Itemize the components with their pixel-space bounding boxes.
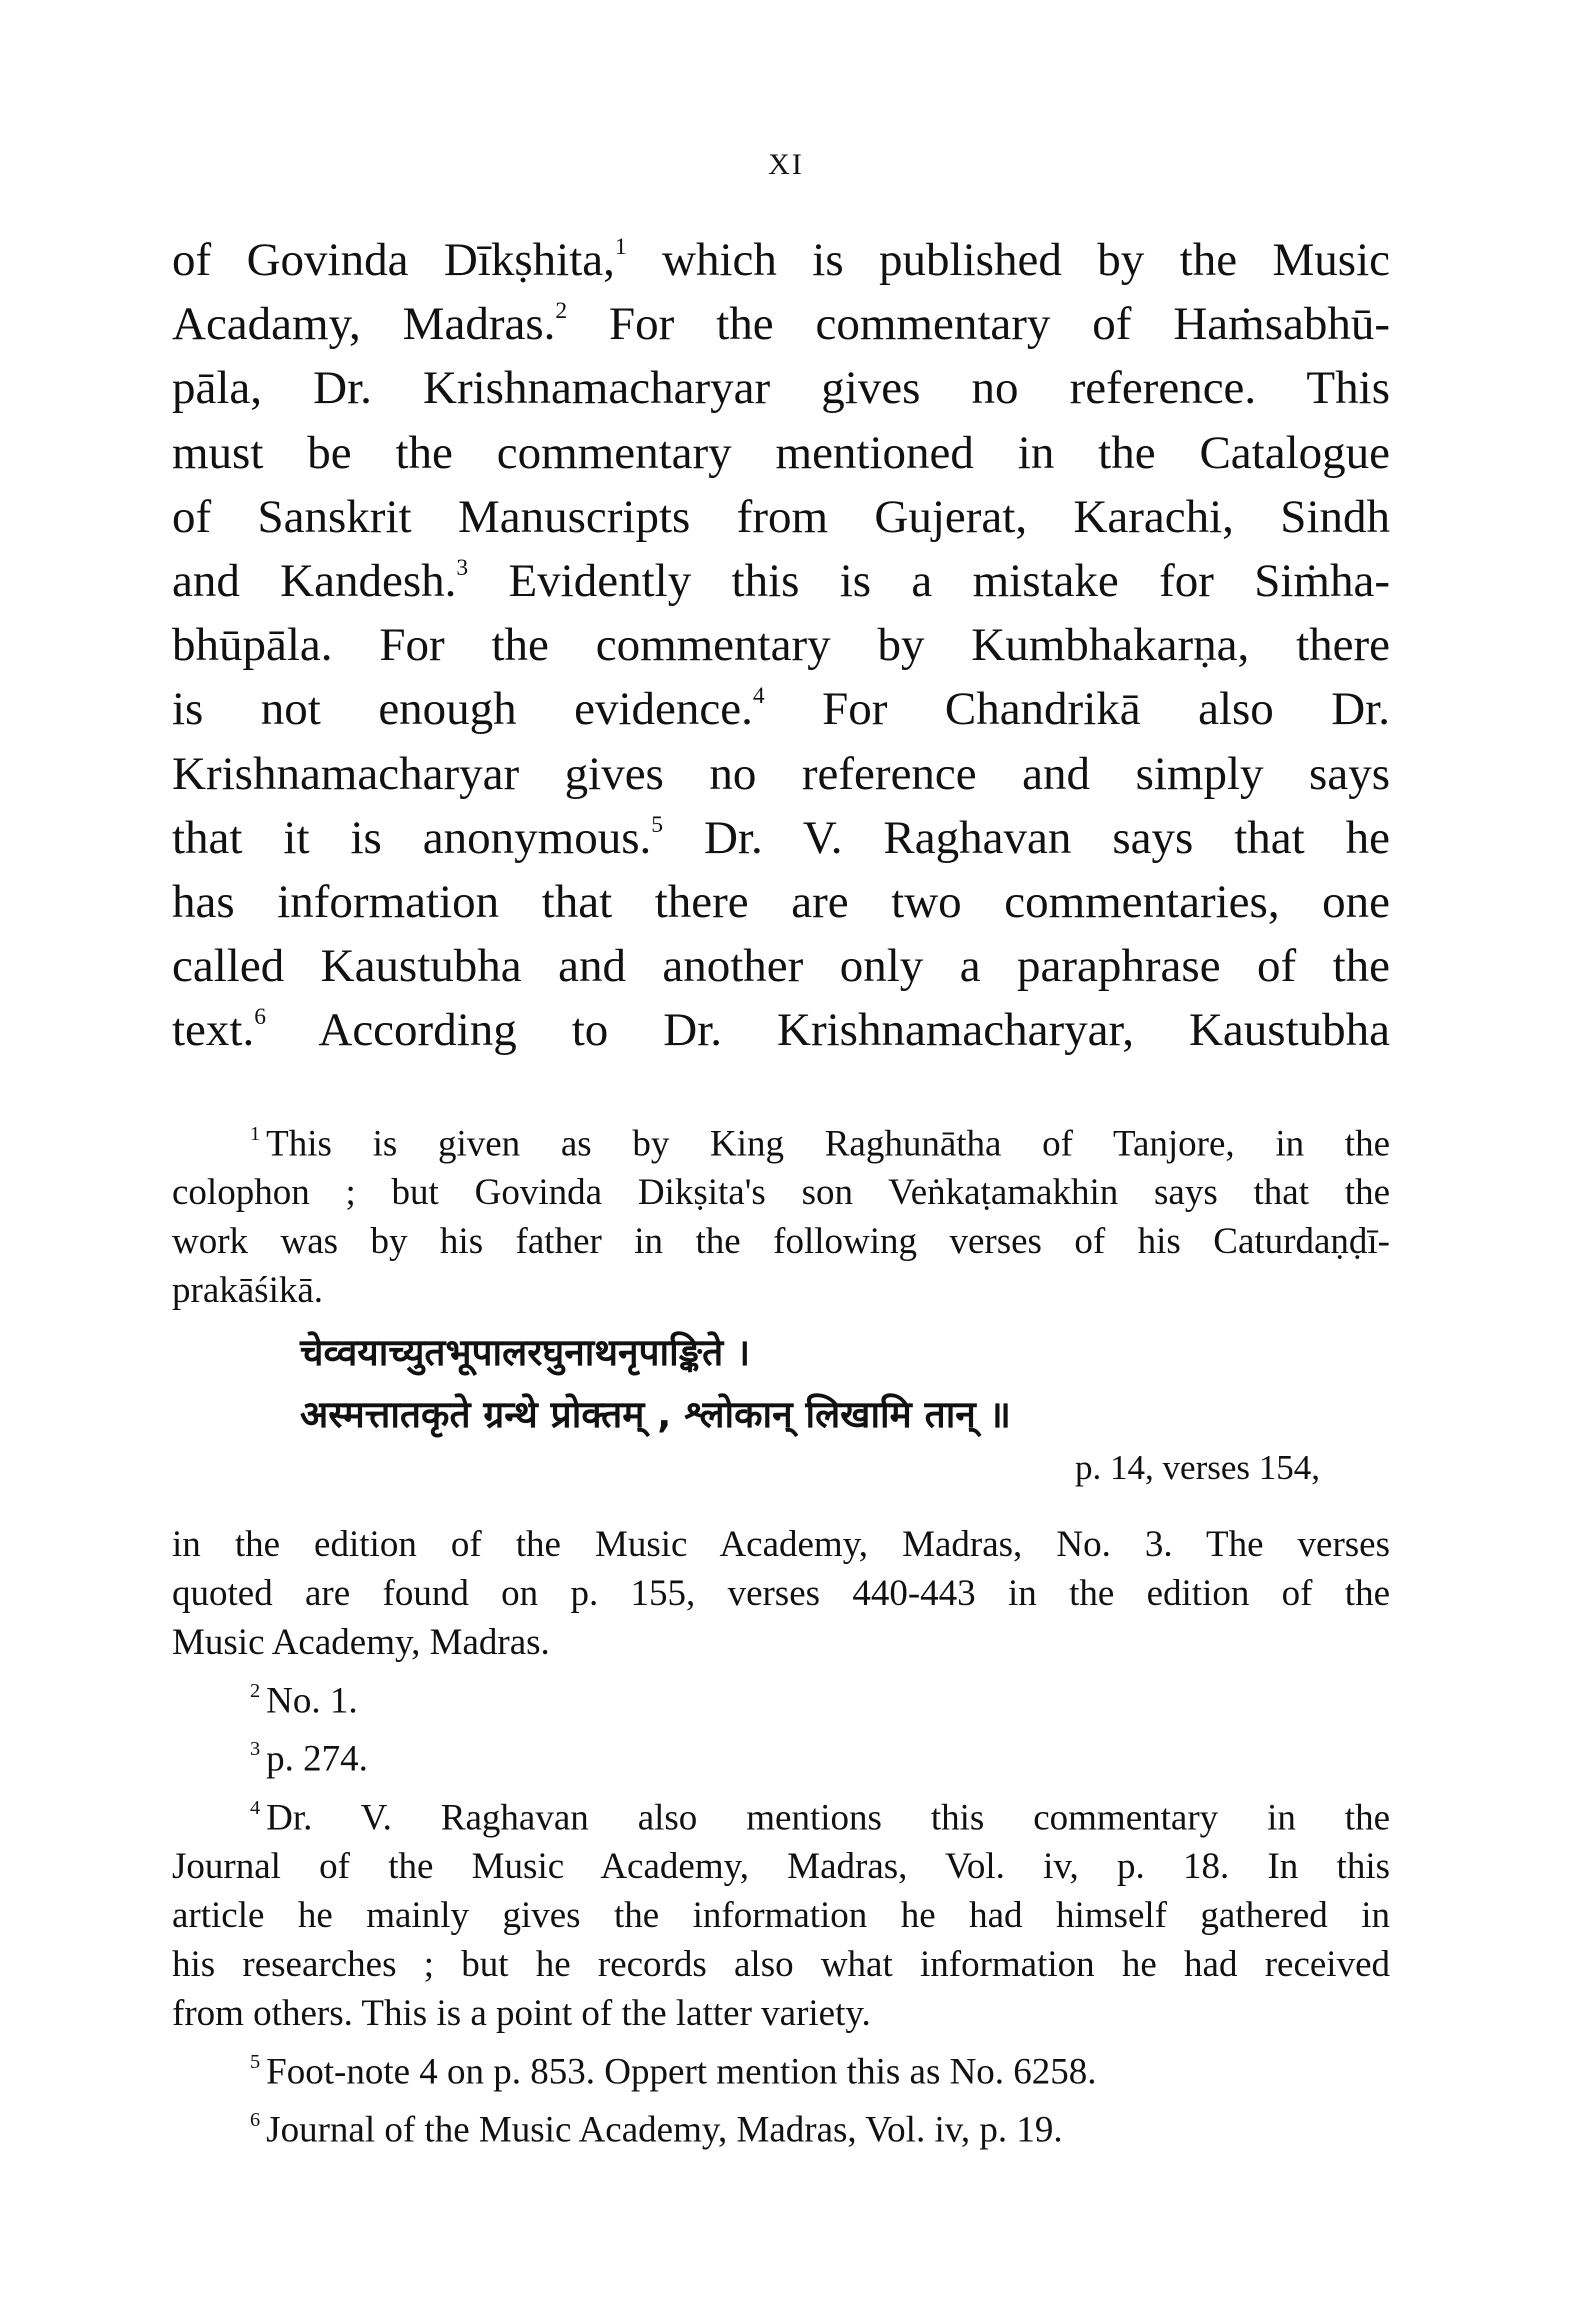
footnote-3 [172, 1725, 1390, 1783]
main-line-text: For the commentary of Haṁsabhū- [567, 298, 1390, 351]
footnote-1 [172, 1110, 1390, 1315]
main-line [172, 742, 1390, 806]
main-line-text: that it is anonymous. [172, 811, 652, 864]
footnote-marker: 1 [250, 1123, 261, 1145]
footnote-marker: 4 [250, 1796, 261, 1819]
footnote-6 [172, 2096, 1390, 2154]
main-line [172, 806, 1390, 870]
main-line [172, 998, 1390, 1062]
footnote-ref: 1 [614, 233, 627, 260]
footnote-1-continuation [172, 1520, 1390, 2154]
footnote-text: p. 274. [266, 1738, 368, 1780]
main-line-text: According to Dr. Krishnamacharyar, Kaustubha [265, 1004, 1390, 1057]
footnote-ref: 5 [651, 811, 664, 838]
main-line-text: and Kandesh. [172, 555, 457, 608]
footnote-line: colophon ; but Govinda Dikṣita's son Veṅkaṭamakhin says that the [172, 1172, 1390, 1214]
footnote-line [172, 1784, 1390, 1842]
main-line [172, 934, 1390, 998]
footnote-marker: 5 [250, 2050, 261, 2073]
page-number: XI [768, 148, 804, 181]
footnote-line: Music Academy, Madras. [172, 1622, 550, 1663]
footnote-line: in the edition of the Music Academy, Madras, No. 3. The verses [172, 1524, 1390, 1565]
footnote-marker: 6 [250, 2109, 261, 2131]
verse-citation: p. 14, verses 154, [1075, 1448, 1320, 1487]
footnote-4 [172, 1784, 1390, 2038]
main-line [172, 421, 1390, 485]
footnote-ref: 6 [254, 1004, 266, 1031]
footnote-ref: 3 [456, 554, 469, 581]
footnote-line: article he mainly gives the information he had himself gathered in [172, 1894, 1390, 1936]
main-line-text: called Kaustubha and another only a paraphrase of the [172, 940, 1390, 993]
footnote-line: Journal of the Music Academy, Madras, Vol. iv, p. 18. In this [172, 1845, 1390, 1887]
footnote-line: quoted are found on p. 155, verses 440-443 in the edition of the [172, 1573, 1390, 1614]
main-line-text: of Govinda Dīkṣhita, [172, 234, 615, 286]
footnote-line [172, 1110, 1390, 1168]
main-line-text: text. [172, 1004, 255, 1057]
main-line [172, 677, 1390, 741]
footnote-ref: 2 [555, 298, 568, 325]
main-line [172, 613, 1390, 677]
sanskrit-verse-line: चेव्वयाच्युतभूपालरघुनाथनृपाङ्किते । [300, 1331, 751, 1374]
main-line-text: pāla, Dr. Krishnamacharyar gives no reference. This [172, 362, 1390, 415]
main-line-text: Evidently this is a mistake for Siṁha- [468, 555, 1390, 608]
main-line-text: which is published by the Music [626, 234, 1390, 286]
footnote-5 [172, 2038, 1390, 2096]
footnote-text: No. 1. [266, 1680, 358, 1722]
main-line [172, 485, 1390, 549]
footnote-text: Dr. V. Raghavan also mentions this commentary in the [266, 1796, 1390, 1838]
footnote-line: from others. This is a point of the latter variety. [172, 1992, 871, 2034]
main-line-text: Krishnamacharyar gives no reference and simply says [172, 747, 1390, 800]
main-line-text: Acadamy, Madras. [172, 298, 556, 351]
footnote-text: This is given as by King Raghunātha of Tanjore, in the [266, 1123, 1390, 1165]
footnote-ref: 4 [752, 683, 765, 710]
footnote-marker: 3 [250, 1738, 261, 1761]
main-line [172, 870, 1390, 934]
main-line-text: For Chandrikā also Dr. [764, 683, 1390, 736]
main-line [172, 356, 1390, 420]
footnote-line: work was by his father in the following verses of his Caturdaṇḍī- [172, 1221, 1390, 1263]
footnote-text: Foot-note 4 on p. 853. Oppert mention this as No. 6258. [266, 2051, 1097, 2092]
main-paragraph [172, 228, 1390, 1063]
footnote-line: prakāśikā. [172, 1270, 324, 1312]
sanskrit-verse-line: अस्मत्तातकृते ग्रन्थे प्रोक्तम् , श्लोकान् लिखामि तान् ॥ [300, 1393, 1011, 1436]
main-line [172, 292, 1390, 356]
footnote-text: Journal of the Music Academy, Madras, Vol. iv, p. 19. [266, 2109, 1063, 2151]
main-line-text: bhūpāla. For the commentary by Kumbhakarṇa, there [172, 619, 1390, 672]
main-line-text: Dr. V. Raghavan says that he [663, 811, 1391, 864]
main-line-text: has information that there are two commentaries, one [172, 876, 1390, 929]
footnote-line: his researches ; but he records also what information he had received [172, 1943, 1390, 1985]
main-line [172, 549, 1390, 613]
main-line-text: of Sanskrit Manuscripts from Gujerat, Karachi, Sindh [172, 490, 1390, 543]
main-line [172, 228, 1390, 292]
footnote-2 [172, 1667, 1390, 1725]
footnote-marker: 2 [250, 1680, 261, 1702]
main-line-text: must be the commentary mentioned in the Catalogue [172, 426, 1390, 479]
main-line-text: is not enough evidence. [172, 683, 753, 736]
